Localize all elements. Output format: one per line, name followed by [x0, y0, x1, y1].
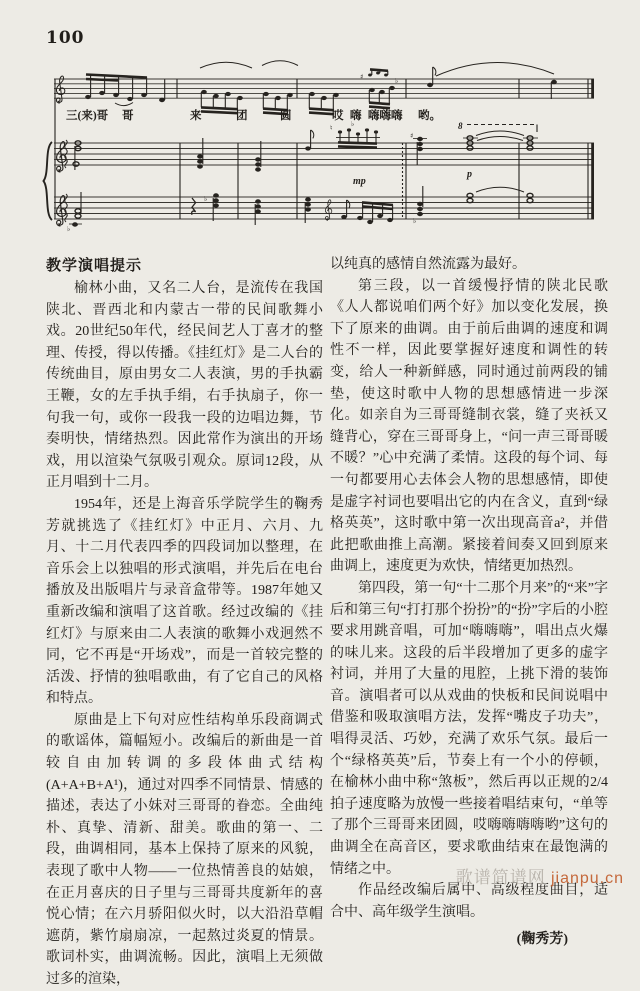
page-number: 100 [46, 28, 85, 48]
natural-accidental-icon: ♮ [330, 124, 333, 132]
ottava-mark: 8 [458, 121, 463, 131]
paragraph: 以纯真的感情自然流露为最好。 [330, 257, 526, 272]
watermark-site-name: 歌谱简谱网 [455, 868, 546, 887]
treble-clef-icon [56, 76, 64, 103]
lyric-syllable: 来 [190, 110, 202, 122]
flat-accidental-icon: ♭ [395, 77, 399, 85]
sheet-music [40, 52, 606, 258]
vocal-notes [85, 61, 557, 114]
sharp-accidental-icon: ♯ [410, 132, 414, 140]
paragraph: 1954年，还是上海音乐学院学生的鞠秀芳就挑选了《挂红灯》中正月、六月、九月、十二月代表四季的四段词加以整理，在音乐会上以独唱的形式演唱，并先后在电台播放及出版唱片与录音盒带等。1987年她又重新改编和演唱了这首歌。经过改编的《挂红灯》与原来由二人表演的歌舞小戏迥然不同，它不再是“开场戏”，而是一首较完整的活泼、抒情的独唱歌曲，有了它自己的风格和特点。 [46, 496, 323, 707]
sharp-accidental-icon: ♯ [360, 73, 364, 81]
dynamic-mp: mp [353, 176, 366, 187]
paragraph: 作品经改编后属中、高级程度曲目，适合中、高年级学生演唱。 [330, 883, 608, 920]
flat-accidental-icon: ♭ [67, 225, 71, 233]
paragraph: 第四段，第一句“十二那个月来”的“来”字后和第三句“打打那个扮扮”的“扮”字后的小腔要求用跳音唱，可加“嗨嗨嗨”，唱出点火爆的味儿来。这段的后半段增加了更多的虚字衬词，并用了大量的甩腔，上挑下滑的装饰音。演唱者可以从戏曲的快板和民间说唱中借鉴和吸取演唱方法，发挥“嘴皮子功夫”，唱得灵活、巧妙，充满了欢乐气氛。最后一个“绿格英英”后，节奏上有一个小的停顿，在榆林小曲中称“煞板”，然后再以正规的2/4拍子速度略为放慢一些接着唱结束句，“单等了那个三哥哥来团圆，哎嗨嗨嗨嗨哟”这句的曲调全在高音区，要求歌曲结束在最饱满的情绪之中。 [330, 580, 608, 877]
watermark [456, 863, 624, 888]
paragraph: 原曲是上下句对应性结构单乐段商调式的歌谣体，篇幅短小。改编后的新曲是一首较自由加转调的多段体曲式结构(A+A+B+A¹)，通过对四季不同情景、情感的描述，表达了小妹对三哥哥的眷恋。全曲纯朴、真挚、清新、甜美。歌曲的第一、二段，曲调相同，基本上保持了原来的风貌，表现了歌中人物——一位热情善良的姑娘，在正月喜庆的日子里与三哥哥共度新年的喜悦心情；在六月骄阳似火时，以大沿沿草帽遮荫，紫竹扇扇凉，一起熬过炎夏的情景。歌词朴实，曲调流畅。因此，演唱上无须做过多的渲染， [46, 712, 323, 987]
quarter-rest-icon [192, 198, 196, 215]
lyric-syllable: 哥 [122, 110, 134, 122]
lyric-syllable: 嗨嗨嗨 [368, 110, 403, 122]
flat-accidental-icon: ♭ [413, 217, 417, 225]
piano-brace [44, 142, 53, 220]
paragraph: 榆林小曲，又名二人台，是流传在我国陕北、晋西北和内蒙古一带的民间歌舞小戏。20世纪50年代，经民间艺人丁喜才的整理、传授，得以传播。《挂红灯》是二人台的传统曲目，原由男女二人表演，男的手执霸王鞭，女的左手执手绢，右手执扇子，你一句我一句，或你一段我一段的边唱边舞，节奏明快，情绪热烈。因此常作为演出的开场戏，用以渲染气氛吸引观众。原词12段，从正月唱到十二月。 [46, 281, 323, 491]
dynamic-p: p [467, 169, 472, 180]
watermark-site-url: jianpu.cn [550, 870, 624, 887]
lyric-syllable: 团 [236, 110, 248, 122]
flat-accidental-icon: ♭ [351, 120, 355, 128]
piano-upper-notes [65, 120, 538, 187]
paragraph: 第三段，以一首缓慢抒情的陕北民歌《人人都说咱们两个好》加以变化发展，换下了原来的曲调。由于前后曲调的速度和调性不一样，因此要掌握好速度和调性的转变，给人一种新鲜感，同时通过前两段的铺垫，使这时歌中人物的思想感情进一步深化。如亲自为三哥哥缝制衣裳，缝了夹袄又缝背心，穿在三哥哥身上，“问一声三哥哥暖不暖？”心中充满了柔情。这段的每个词、每一句都要用心去体会人物的思想感情，即使是虚字衬词也要唱出它的内在含义，直到“绿格英英”，这时歌中第一次出现高音a²，并借此把歌曲推上高潮。紧接着间奏又回到原来曲调上，速度更为欢快，情绪更加热烈。 [330, 278, 608, 575]
lyric-syllable: 嗨 [350, 110, 362, 122]
lyric-syllable: 哟。 [418, 110, 441, 122]
lyric-syllable: 三(来)哥 [66, 110, 109, 122]
lyric-syllable: 圆 [280, 110, 292, 122]
piano-system [44, 79, 595, 226]
flat-accidental-icon: ♭ [204, 195, 208, 203]
author-signature: (鞠秀芳) [516, 932, 568, 948]
article-left-column [46, 254, 323, 991]
piano-lower-notes [65, 186, 533, 233]
article-right-column [330, 254, 608, 951]
sheet-music-svg [40, 52, 606, 258]
lyric-syllable: 哎 [332, 110, 344, 122]
article-heading: 教学演唱提示 [46, 257, 143, 274]
lyrics-line [66, 108, 441, 122]
